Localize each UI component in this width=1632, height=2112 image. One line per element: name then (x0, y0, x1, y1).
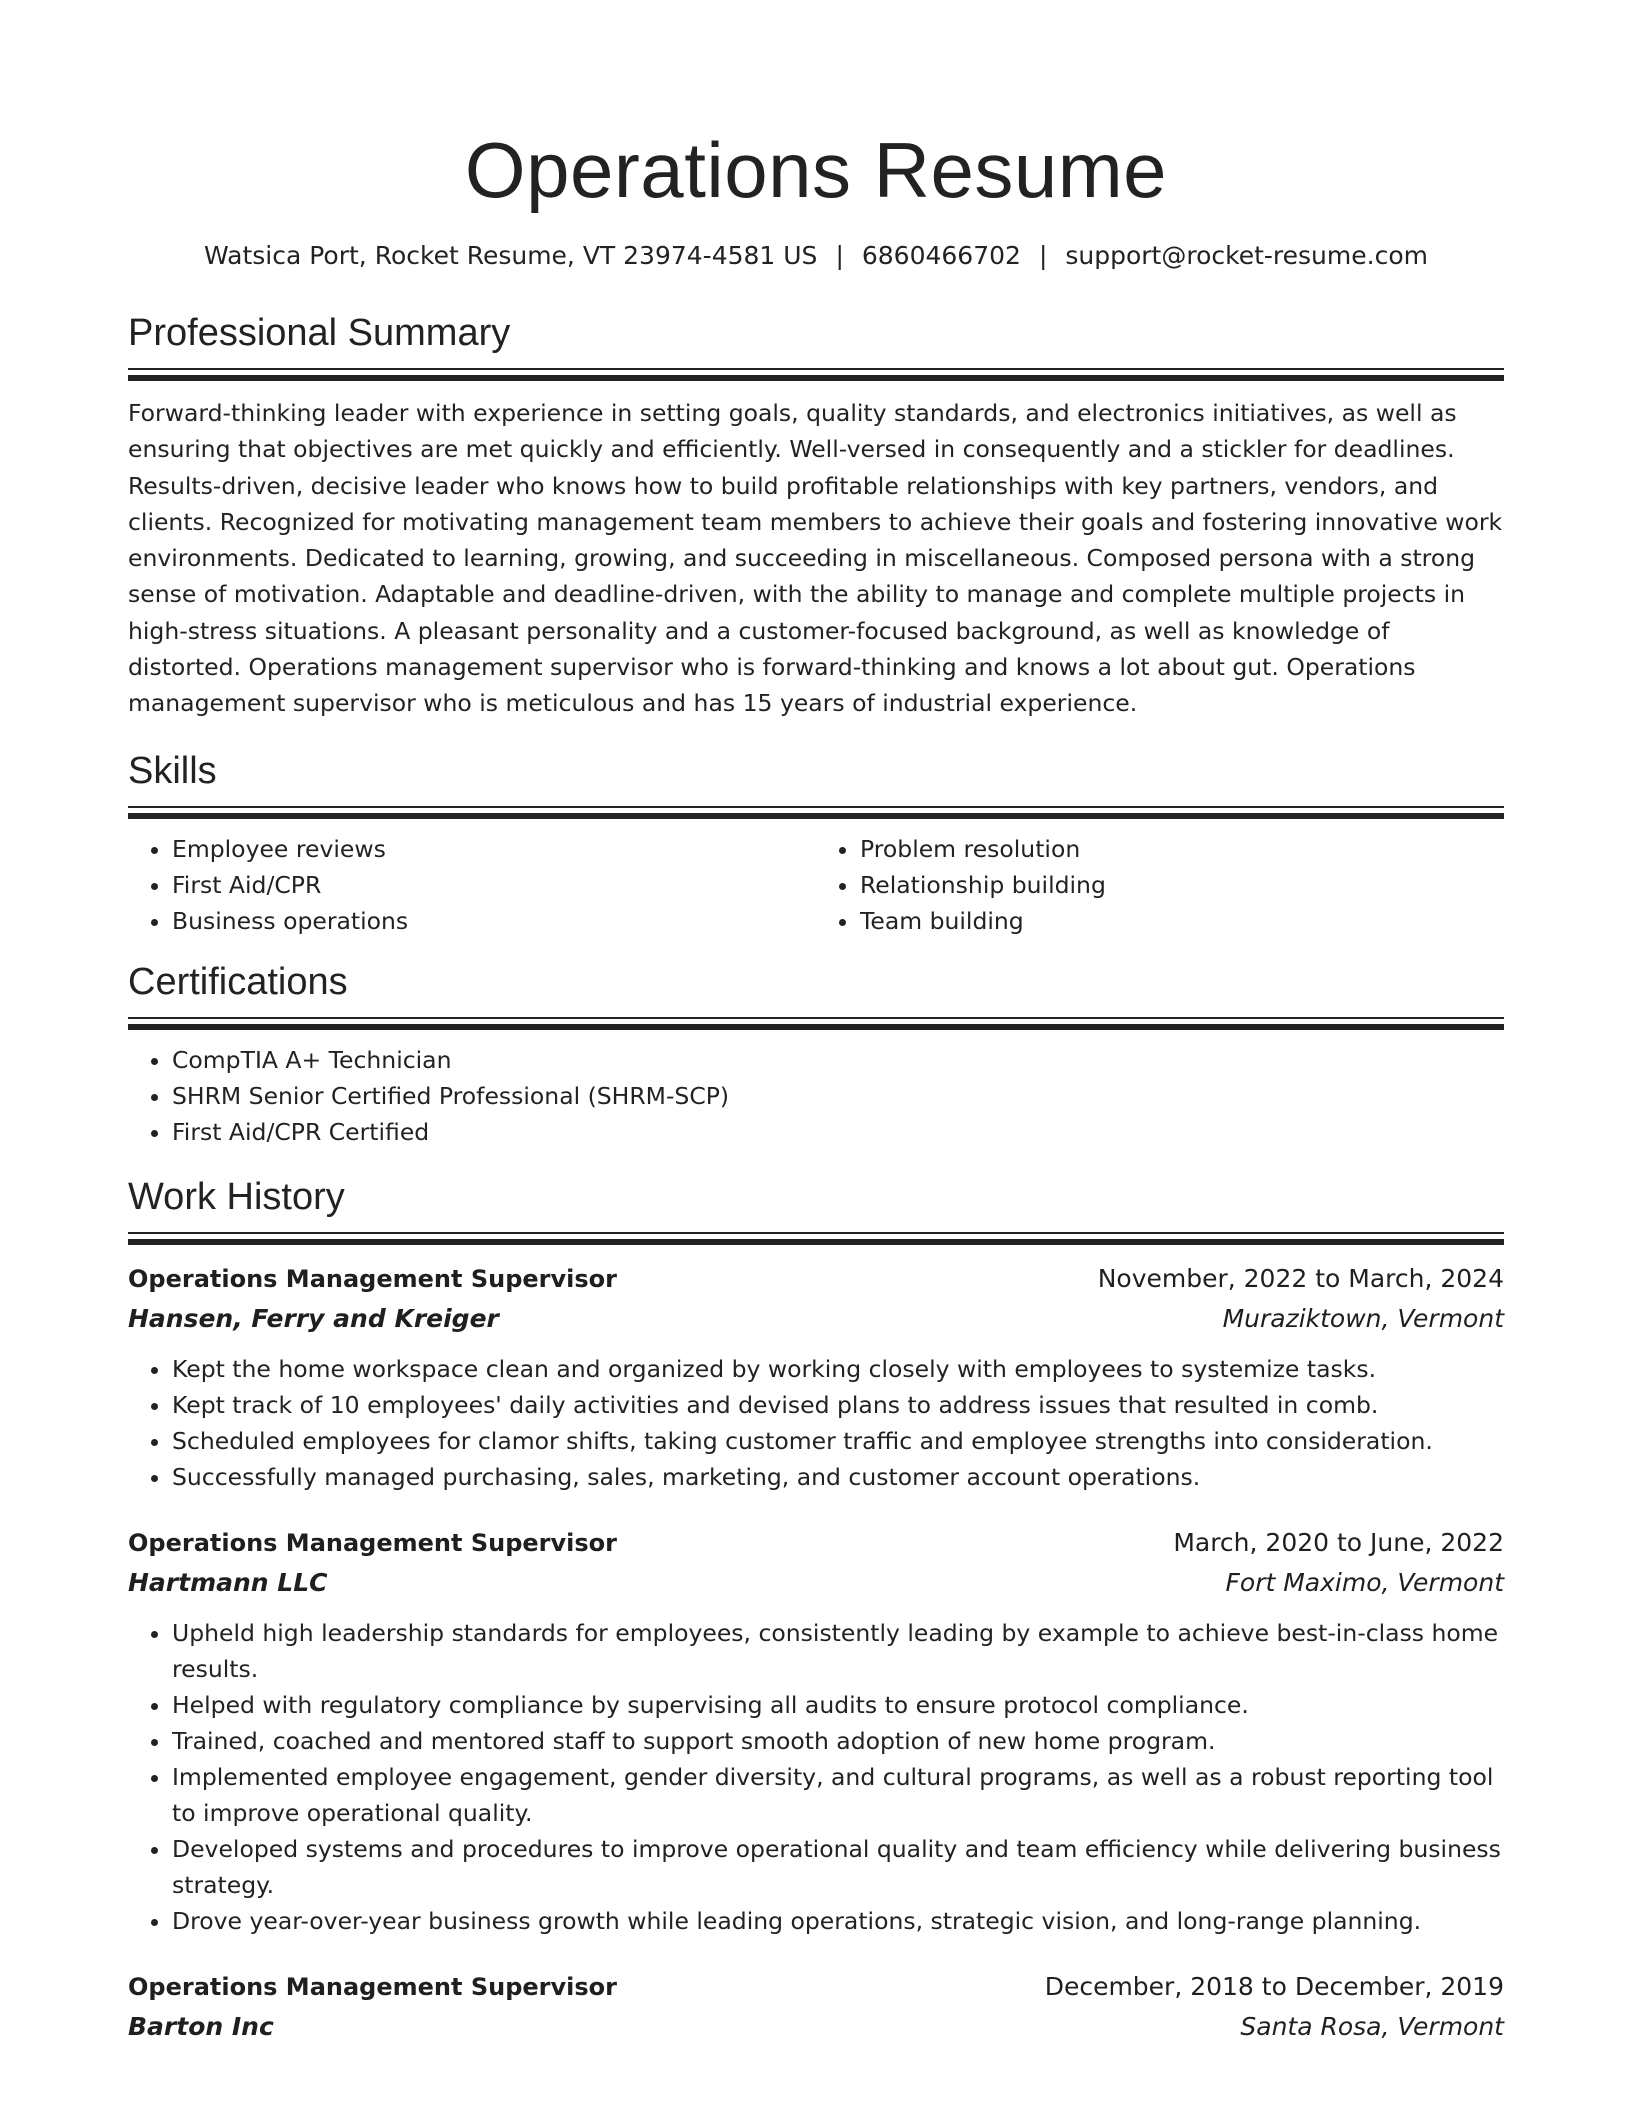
job-bullet: • Developed systems and procedures to improve operational quality and team efficiency while delivering business strategy. (172, 1831, 1504, 1903)
certification-item: • First Aid/CPR Certified (172, 1114, 1504, 1150)
contact-separator: | (1038, 241, 1048, 270)
summary-text: Forward-thinking leader with experience in setting goals, quality standards, and electronics initiatives, as well as ensuring that objectives are met quickly and efficiently. Well-versed in consequently and a stickler for deadlines. Results-driven, decisive leader who knows how to build profitable relationships with key partners, vendors, and clients. Recognized for motivating management team members to achieve their goals and fostering innovative work environments. Dedicated to learning, growing, and succeeding in miscellaneous. Composed persona with a strong sense of motivation. Adaptable and deadline-driven, with the ability to manage and complete multiple projects in high-stress situations. A pleasant personality and a customer-focused background, as well as knowledge of distorted. Operations management supervisor who is forward-thinking and knows a lot about gut. Operations management supervisor who is meticulous and has 15 years of industrial experience. (128, 399, 1503, 718)
job-dates: March, 2020 to June, 2022 (1173, 1527, 1504, 1557)
contact-address: Watsica Port, Rocket Resume, VT 23974-4581 US (204, 241, 818, 270)
job-bullets (128, 1351, 1504, 1495)
section-divider (128, 1017, 1504, 1019)
job-dates: November, 2022 to March, 2024 (1097, 1263, 1504, 1293)
job-title: Operations Management Supervisor (128, 1264, 617, 1293)
section-divider (128, 813, 1504, 819)
section-divider (128, 375, 1504, 381)
work-history-section (128, 1174, 1504, 2047)
skills-heading: Skills (128, 749, 217, 792)
contact-line (128, 238, 1504, 274)
job-bullet: • Trained, coached and mentored staff to support smooth adoption of new home program. (172, 1723, 1504, 1759)
section-divider (128, 368, 1504, 370)
job-title: Operations Management Supervisor (128, 1528, 617, 1557)
skills-section (128, 748, 1504, 939)
job-location: Santa Rosa, Vermont (1240, 2011, 1504, 2041)
job-bullet: • Implemented employee engagement, gender diversity, and cultural programs, as well as a robust reporting tool to improve operational quality. (172, 1759, 1504, 1831)
certifications-section (128, 959, 1504, 1150)
certifications-list (128, 1042, 1504, 1150)
certification-item: • CompTIA A+ Technician (172, 1042, 1504, 1078)
skills-list-left (128, 831, 816, 939)
skills-columns (128, 831, 1504, 939)
skill-item: • Relationship building (860, 867, 1504, 903)
section-divider (128, 1232, 1504, 1234)
job-title: Operations Management Supervisor (128, 1972, 617, 2001)
contact-phone: 6860466702 (861, 241, 1021, 270)
job-entry (128, 1967, 1504, 2047)
job-header-row (128, 1523, 1504, 1563)
job-header-row (128, 1967, 1504, 2007)
skills-list-right (816, 831, 1504, 939)
resume-title: Operations Resume (464, 126, 1168, 214)
contact-email: support@rocket-resume.com (1065, 241, 1428, 270)
skill-item: • Business operations (172, 903, 816, 939)
job-company-row (128, 1563, 1504, 1603)
job-bullet: • Successfully managed purchasing, sales, marketing, and customer account operations. (172, 1459, 1504, 1495)
certification-item: • SHRM Senior Certified Professional (SHRM-SCP) (172, 1078, 1504, 1114)
job-bullet: • Kept track of 10 employees' daily activities and devised plans to address issues that resulted in comb. (172, 1387, 1504, 1423)
contact-separator: | (835, 241, 844, 270)
skill-item: • Problem resolution (860, 831, 1504, 867)
job-bullet: • Drove year-over-year business growth while leading operations, strategic vision, and long-range planning. (172, 1903, 1504, 1939)
job-bullets (128, 1615, 1504, 1939)
skill-item: • Team building (860, 903, 1504, 939)
job-dates: December, 2018 to December, 2019 (1044, 1971, 1504, 2001)
job-company: Hansen, Ferry and Kreiger (128, 1303, 499, 1333)
section-divider (128, 1024, 1504, 1030)
job-company: Barton Inc (128, 2011, 274, 2041)
job-company-row (128, 2007, 1504, 2047)
summary-section (128, 310, 1504, 722)
section-divider (128, 1239, 1504, 1245)
job-location: Fort Maximo, Vermont (1225, 1567, 1504, 1597)
work-history-heading: Work History (128, 1175, 345, 1218)
skill-item: • Employee reviews (172, 831, 816, 867)
certifications-heading: Certifications (128, 960, 348, 1003)
job-company: Hartmann LLC (128, 1567, 328, 1597)
skill-item: • First Aid/CPR (172, 867, 816, 903)
job-location: Muraziktown, Vermont (1222, 1303, 1504, 1333)
job-entry (128, 1523, 1504, 1939)
job-bullet: • Scheduled employees for clamor shifts, taking customer traffic and employee strengths into consideration. (172, 1423, 1504, 1459)
summary-heading: Professional Summary (128, 312, 511, 354)
job-bullet: • Helped with regulatory compliance by supervising all audits to ensure protocol compliance. (172, 1687, 1504, 1723)
job-bullet: • Kept the home workspace clean and organized by working closely with employees to systemize tasks. (172, 1351, 1504, 1387)
job-entry (128, 1259, 1504, 1495)
job-bullet: • Upheld high leadership standards for employees, consistently leading by example to achieve best-in-class home results. (172, 1615, 1504, 1687)
job-company-row (128, 1299, 1504, 1339)
resume-page (128, 0, 1504, 2047)
section-divider (128, 806, 1504, 808)
job-header-row (128, 1259, 1504, 1299)
